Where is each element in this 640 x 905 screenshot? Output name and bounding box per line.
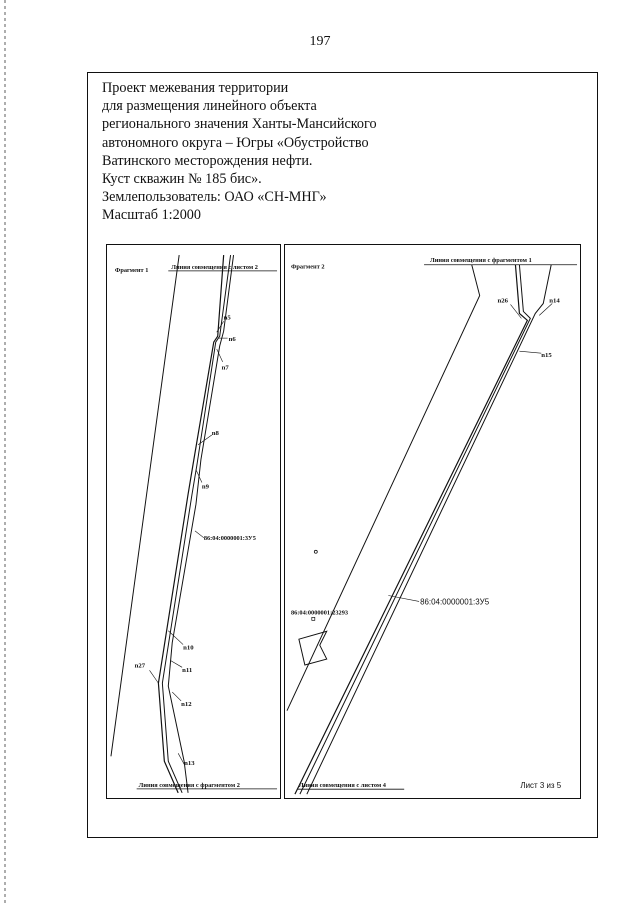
title-line-6: Куст скважин № 185 бис». xyxy=(102,171,262,188)
fragment-2-panel xyxy=(284,244,581,799)
survey-point xyxy=(314,550,317,553)
point-n5: n5 xyxy=(223,314,231,322)
fragment-1-bottom-caption: Линия совмещения с фрагментом 2 xyxy=(138,781,240,789)
point-n27: n27 xyxy=(134,662,146,670)
parcel-polygon xyxy=(299,631,327,665)
title-block xyxy=(102,79,482,225)
point-n8: n8 xyxy=(211,430,219,437)
leader-n15 xyxy=(519,351,541,353)
title-line-2: для размещения линейного объекта xyxy=(102,98,317,115)
corridor-line-right xyxy=(168,255,233,793)
title-line-4: автономного округа – Югры «Обустройство xyxy=(102,134,369,151)
point-n12: n12 xyxy=(181,700,192,708)
title-line-5: Ватинского месторождения нефти. xyxy=(102,152,313,169)
fragment-2-bottom-caption: Линия совмещения с листом 4 xyxy=(298,782,386,790)
fragment-1-map xyxy=(107,245,280,798)
title-line-3: регионального значения Ханты-Мансийского xyxy=(102,116,377,133)
point-n11: n11 xyxy=(182,667,193,675)
fragment-2-map xyxy=(285,245,580,798)
fragment-2-title: Фрагмент 2 xyxy=(290,263,325,271)
fragment-2-top-caption: Линия совмещения с фрагментом 1 xyxy=(430,256,532,264)
corridor-line-inner xyxy=(162,255,230,793)
leader-cad xyxy=(388,595,419,601)
point-n14: n14 xyxy=(549,297,560,305)
fragment-1-top-caption: Линия совмещения с листом 2 xyxy=(171,263,258,271)
scale: Масштаб 1:2000 xyxy=(102,207,201,224)
corridor-line-right xyxy=(307,265,551,794)
fragment-1-cadastral: 86:04:0000001:3У5 xyxy=(203,534,256,542)
point-n26: n26 xyxy=(497,297,509,305)
point-n7: n7 xyxy=(221,364,229,372)
point-n13: n13 xyxy=(184,760,195,768)
fragment-2-cadastral: 86:04:0000001:3У5 xyxy=(420,597,490,607)
parcel-marker xyxy=(312,617,315,620)
parcel-cadastral: 86:04:0000001:23293 xyxy=(290,609,349,617)
point-n10: n10 xyxy=(183,644,194,652)
parcel-left-line xyxy=(287,265,480,711)
fragment-1-panel xyxy=(106,244,281,799)
corridor-line-left xyxy=(295,265,527,794)
point-n6: n6 xyxy=(228,336,236,344)
title-line-1: Проект межевания территории xyxy=(102,80,289,96)
point-n9: n9 xyxy=(201,483,210,491)
leader-n11 xyxy=(170,660,182,667)
land-user: Землепользователь: ОАО «СН-МНГ» xyxy=(102,189,327,206)
leader-cad xyxy=(195,531,204,538)
point-n15: n15 xyxy=(541,352,552,360)
sheet-label: Лист 3 из 5 xyxy=(520,781,562,791)
leader-n12 xyxy=(172,692,181,701)
page-number: 197 xyxy=(309,34,331,49)
fragment-1-title: Фрагмент 1 xyxy=(114,266,149,274)
leader-n10 xyxy=(168,631,183,645)
scan-edge-mark xyxy=(4,0,6,905)
leader-n27 xyxy=(150,670,159,683)
